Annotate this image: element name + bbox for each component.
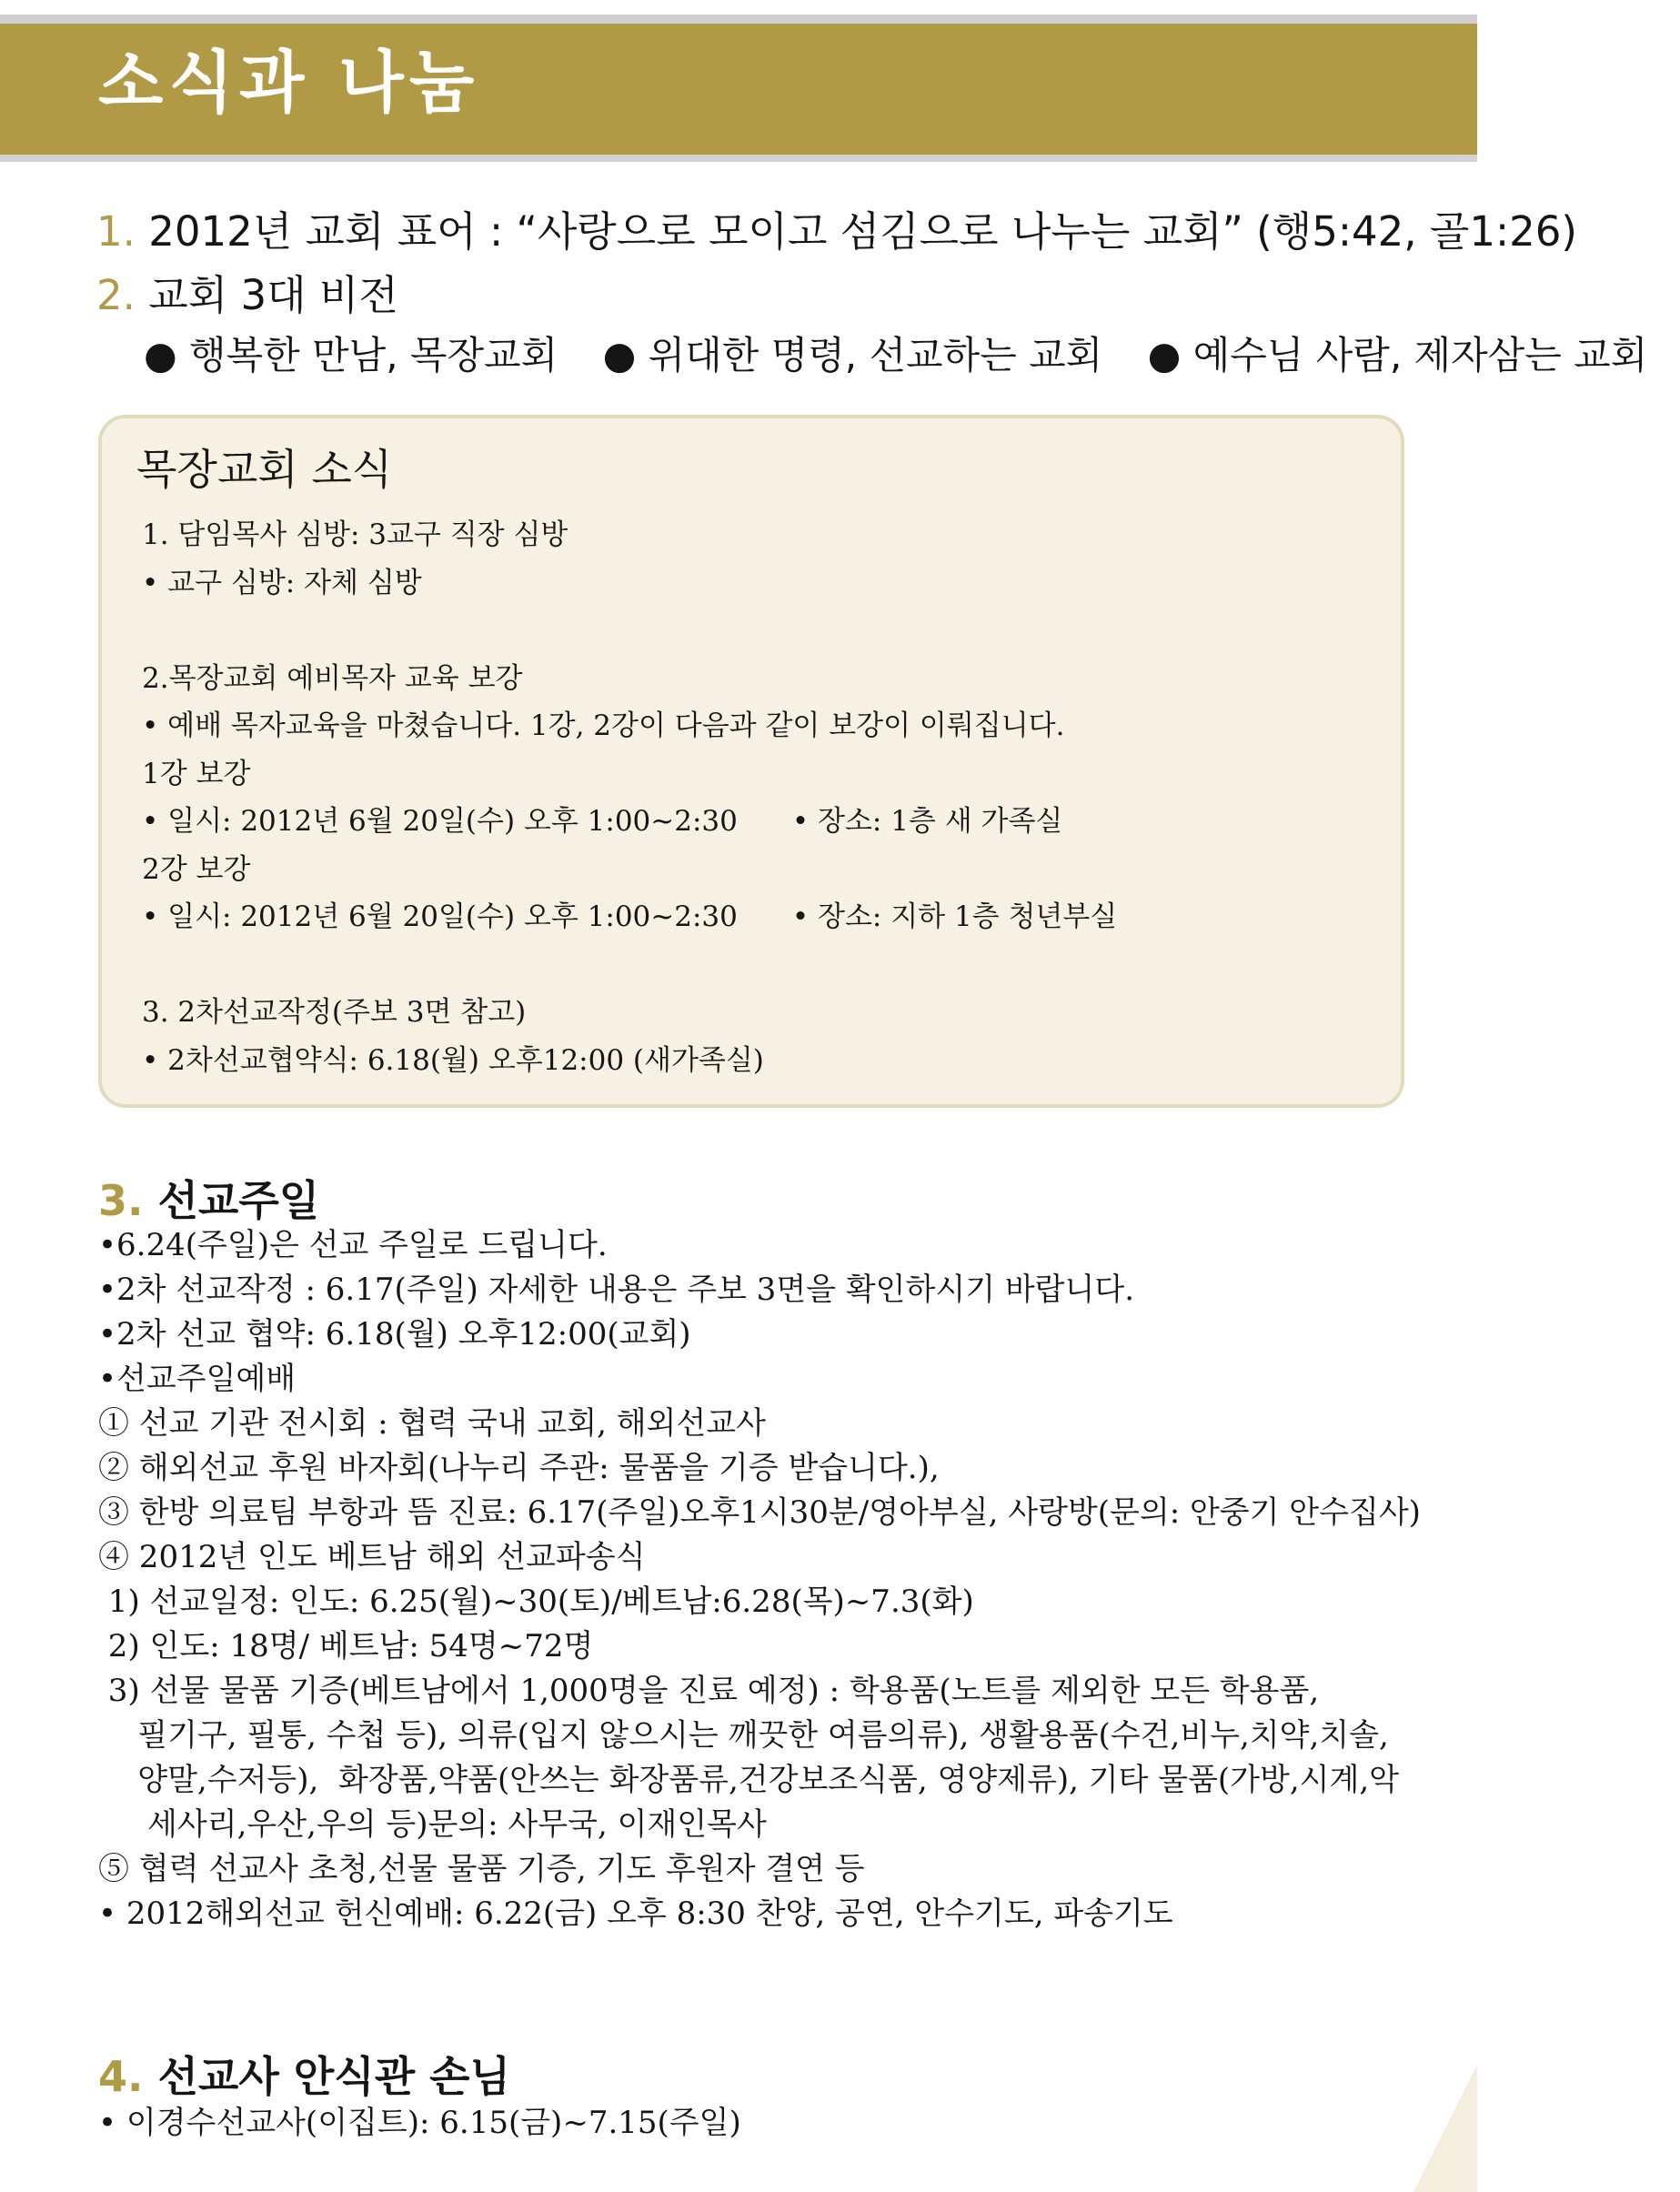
top-border-line — [0, 15, 1477, 24]
motto-text: 2012년 교회 표어 : “사랑으로 모이고 섬김으로 나누는 교회” (행5:42, 골1:26) — [148, 207, 1577, 256]
section3-line: 양말,수저등), 화장품,약품(안쓰는 화장품류,건강보조식품, 영양제류), 기타 물품(가방,시계,악 — [98, 1762, 1399, 1798]
header-banner — [0, 24, 1477, 155]
section3-line: ④ 2012년 인도 베트남 해외 선교파송식 — [98, 1539, 646, 1575]
vision-heading — [96, 271, 398, 320]
box-line: 3. 2차선교작정(주보 3면 참고) — [142, 996, 527, 1029]
vision-title: 교회 3대 비전 — [148, 271, 398, 319]
section3-line: • 2012해외선교 헌신예배: 6.22(금) 오후 8:30 찬양, 공연, 안수기도, 파송기도 — [98, 1895, 1173, 1932]
section3-line: 3) 선물 물품 기증(베트남에서 1,000명을 진료 예정) : 학용품(노트를 제외한 모든 학용품, — [98, 1673, 1320, 1709]
box-line — [142, 798, 1117, 846]
section3-lines — [98, 1220, 1421, 1933]
vision-item: ● 위대한 명령, 선교하는 교회 — [602, 333, 1103, 377]
schedule-place: • 장소: 지하 1층 청년부실 — [791, 900, 1118, 933]
motto-number: 1. — [96, 207, 136, 256]
section4-heading — [98, 2044, 510, 2104]
vision-list — [144, 326, 1680, 380]
box-line: 1. 담임목사 심방: 3교구 직장 심방 — [142, 518, 568, 551]
missionary-guest-line: • 이경수선교사(이집트): 6.15(금)~7.15(주일) — [98, 2105, 741, 2141]
box-title: 목장교회 소식 — [136, 445, 393, 494]
corner-decoration — [1395, 2065, 1477, 2192]
schedule-time: • 일시: 2012년 6월 20일(수) 오후 1:00~2:30 — [142, 900, 738, 933]
section3-line: ② 해외선교 후원 바자회(나누리 주관: 물품을 기증 받습니다.), — [98, 1450, 940, 1486]
section3-line: 필기구, 필통, 수첩 등), 의류(입지 않으시는 깨끗한 여름의류), 생활용품(수건,비누,치약,치솔, — [98, 1717, 1389, 1754]
box-line: • 2차선교협약식: 6.18(월) 오후12:00 (새가족실) — [142, 1043, 764, 1077]
section3-line: ⑤ 협력 선교사 초청,선물 물품 기증, 기도 후원자 결연 등 — [98, 1851, 865, 1887]
section4-number: 4. — [98, 2052, 144, 2101]
header-underline — [0, 155, 1477, 162]
section3-line: •선교주일예배 — [98, 1361, 297, 1397]
box-line — [142, 607, 1117, 655]
section3-line: 세사리,우산,우의 등)문의: 사무국, 이재인목사 — [98, 1806, 767, 1843]
box-line — [142, 893, 1117, 941]
section3-line: •2차 선교 협약: 6.18(월) 오후12:00(교회) — [98, 1316, 691, 1352]
section4-title: 선교사 안식관 손님 — [157, 2052, 511, 2101]
vision-item: ● 예수님 사람, 제자삼는 교회 — [1147, 333, 1648, 377]
vision-number: 2. — [96, 271, 136, 319]
box-lines — [142, 511, 1117, 1084]
box-line: 2.목장교회 예비목자 교육 보강 — [142, 661, 523, 695]
section3-line: 2) 인도: 18명/ 베트남: 54명~72명 — [98, 1628, 594, 1664]
box-line — [142, 941, 1117, 990]
section3-line: ① 선교 기관 전시회 : 협력 국내 교회, 해외선교사 — [98, 1405, 766, 1442]
church-motto — [96, 207, 1577, 256]
box-line: • 교구 심방: 자체 심방 — [142, 566, 422, 599]
section3-line: 1) 선교일정: 인도: 6.25(월)~30(토)/베트남:6.28(목)~7.3(화) — [98, 1584, 974, 1620]
section3-line: •6.24(주일)은 선교 주일로 드립니다. — [98, 1227, 608, 1263]
section3-title: 선교주일 — [157, 1176, 320, 1225]
schedule-time: • 일시: 2012년 6월 20일(수) 오후 1:00~2:30 — [142, 805, 738, 838]
page-title: 소식과 나눔 — [98, 44, 480, 122]
schedule-place: • 장소: 1층 새 가족실 — [791, 805, 1063, 838]
section3-line: •2차 선교작정 : 6.17(주일) 자세한 내용은 주보 3면을 확인하시기 바랍니다. — [98, 1272, 1135, 1308]
vision-item: ● 행복한 만남, 목장교회 — [144, 333, 558, 377]
section3-number: 3. — [98, 1176, 144, 1225]
mokjang-news-box — [98, 415, 1404, 1108]
box-line: • 예배 목자교육을 마쳤습니다. 1강, 2강이 다음과 같이 보강이 이뤄집니다. — [142, 709, 1065, 742]
box-line: 2강 보강 — [142, 852, 251, 886]
box-line: 1강 보강 — [142, 757, 251, 790]
section3-line: ③ 한방 의료팀 부항과 뜸 진료: 6.17(주일)오후1시30분/영아부실, 사랑방(문의: 안중기 안수집사) — [98, 1494, 1421, 1531]
